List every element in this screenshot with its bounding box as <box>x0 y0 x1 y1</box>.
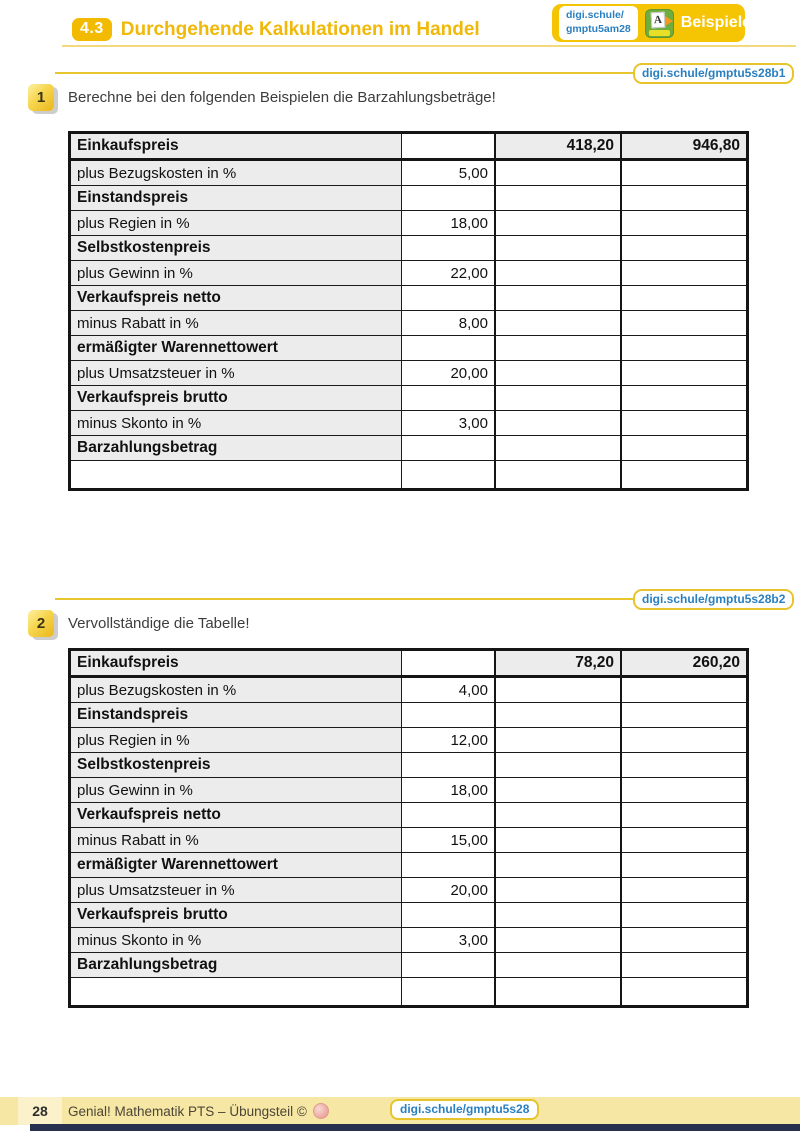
table-cell-v2: 260,20 <box>621 650 748 677</box>
table-cell-v2 <box>621 186 748 211</box>
table-cell-lbl: Verkaufspreis brutto <box>70 903 402 928</box>
table-cell-v1 <box>495 361 621 386</box>
table-cell-v2 <box>621 953 748 978</box>
page-title: Durchgehende Kalkulationen im Handel <box>120 18 480 40</box>
table-cell-pct: 20,00 <box>402 878 496 903</box>
table-row <box>70 311 748 336</box>
aufgaben-app-icon <box>645 9 674 38</box>
table-cell-v2 <box>621 703 748 728</box>
table-cell-pct <box>402 853 496 878</box>
table-cell-v1 <box>495 677 621 703</box>
table-row <box>70 411 748 436</box>
footer-link-badge[interactable]: digi.schule/gmptu5s28 <box>390 1099 539 1120</box>
table-row <box>70 336 748 361</box>
table-cell-lbl <box>70 461 402 490</box>
table-cell-pct <box>402 133 496 160</box>
table-row <box>70 186 748 211</box>
table-cell-lbl: minus Rabatt in % <box>70 311 402 336</box>
table-cell-v2 <box>621 311 748 336</box>
table-cell-v2 <box>621 436 748 461</box>
table-cell-lbl: minus Skonto in % <box>70 928 402 953</box>
table-cell-v2 <box>621 461 748 490</box>
table-cell-lbl: Einkaufspreis <box>70 133 402 160</box>
table-row <box>70 677 748 703</box>
table-cell-v1 <box>495 803 621 828</box>
table-row <box>70 386 748 411</box>
section-number-badge: 4.3 <box>72 18 112 41</box>
table-cell-lbl: minus Skonto in % <box>70 411 402 436</box>
table-row <box>70 903 748 928</box>
header <box>72 18 480 41</box>
table-row <box>70 650 748 677</box>
table-cell-pct: 18,00 <box>402 778 496 803</box>
table-cell-pct <box>402 186 496 211</box>
exercise-2 <box>0 589 800 1009</box>
table-cell-pct <box>402 236 496 261</box>
table-cell-pct <box>402 336 496 361</box>
table-cell-pct: 18,00 <box>402 211 496 236</box>
table-cell-pct <box>402 753 496 778</box>
table-cell-v1 <box>495 186 621 211</box>
table-row <box>70 928 748 953</box>
table-cell-lbl: minus Rabatt in % <box>70 828 402 853</box>
table-row <box>70 160 748 186</box>
table-cell-lbl: Einstandspreis <box>70 186 402 211</box>
table-cell-lbl: plus Umsatzsteuer in % <box>70 361 402 386</box>
table-cell-v1 <box>495 903 621 928</box>
table-cell-v2 <box>621 903 748 928</box>
table-cell-pct: 5,00 <box>402 160 496 186</box>
exercise-1-prompt: Berechne bei den folgenden Beispielen die Barzahlungsbeträge! <box>68 89 496 106</box>
table-cell-v1 <box>495 753 621 778</box>
table-cell-v1 <box>495 311 621 336</box>
table-cell-lbl: plus Umsatzsteuer in % <box>70 878 402 903</box>
table-cell-v1 <box>495 461 621 490</box>
table-cell-lbl: ermäßigter Warennettowert <box>70 853 402 878</box>
app-icon-label-band <box>649 30 670 36</box>
table-cell-v2 <box>621 728 748 753</box>
table-cell-lbl: Einstandspreis <box>70 703 402 728</box>
table-cell-lbl: Einkaufspreis <box>70 650 402 677</box>
table-row <box>70 853 748 878</box>
table-cell-v2: 946,80 <box>621 133 748 160</box>
table-cell-pct: 4,00 <box>402 677 496 703</box>
table-cell-lbl: ermäßigter Warennettowert <box>70 336 402 361</box>
table-cell-pct <box>402 703 496 728</box>
table-row <box>70 728 748 753</box>
publisher-logo-icon <box>313 1103 329 1119</box>
table-cell-pct: 3,00 <box>402 411 496 436</box>
table-row <box>70 261 748 286</box>
table-cell-v1 <box>495 978 621 1007</box>
table-row <box>70 778 748 803</box>
table-cell-v2 <box>621 928 748 953</box>
table-cell-v2 <box>621 677 748 703</box>
table-cell-lbl: plus Regien in % <box>70 728 402 753</box>
table-row <box>70 703 748 728</box>
table-cell-lbl: Verkaufspreis brutto <box>70 386 402 411</box>
table-cell-pct <box>402 461 496 490</box>
table-row <box>70 286 748 311</box>
table-cell-v1: 78,20 <box>495 650 621 677</box>
table-cell-pct <box>402 650 496 677</box>
table-cell-lbl: plus Regien in % <box>70 211 402 236</box>
exercise-2-link-badge[interactable]: digi.schule/gmptu5s28b2 <box>633 589 794 610</box>
beispiele-badge <box>552 4 752 42</box>
footer-credit <box>68 1097 329 1125</box>
table-cell-v1 <box>495 336 621 361</box>
table-cell-v1 <box>495 160 621 186</box>
table-cell-v1 <box>495 411 621 436</box>
table-cell-lbl: Verkaufspreis netto <box>70 286 402 311</box>
table-cell-v1 <box>495 703 621 728</box>
table-cell-pct: 8,00 <box>402 311 496 336</box>
table-cell-v1 <box>495 236 621 261</box>
table-row <box>70 361 748 386</box>
table-cell-v1 <box>495 386 621 411</box>
header-underline <box>62 45 796 47</box>
table-cell-v1 <box>495 928 621 953</box>
table-cell-v2 <box>621 803 748 828</box>
table-cell-lbl: Selbstkostenpreis <box>70 236 402 261</box>
table-cell-v2 <box>621 386 748 411</box>
table-cell-v1 <box>495 878 621 903</box>
table-cell-pct <box>402 903 496 928</box>
table-cell-pct <box>402 286 496 311</box>
table-cell-lbl: plus Gewinn in % <box>70 261 402 286</box>
table-cell-v2 <box>621 878 748 903</box>
table-cell-lbl: plus Bezugskosten in % <box>70 160 402 186</box>
table-cell-pct: 15,00 <box>402 828 496 853</box>
table-cell-v2 <box>621 336 748 361</box>
table-row <box>70 211 748 236</box>
exercise-1 <box>0 63 800 483</box>
table-cell-v2 <box>621 828 748 853</box>
kalkulation-table-2 <box>68 648 749 1008</box>
table-cell-v1 <box>495 436 621 461</box>
table-cell-v1 <box>495 211 621 236</box>
table-row <box>70 828 748 853</box>
bottom-bar <box>30 1124 800 1131</box>
table-cell-lbl: Barzahlungsbetrag <box>70 953 402 978</box>
table-cell-v2 <box>621 853 748 878</box>
table-cell-pct <box>402 953 496 978</box>
exercise-1-number-badge: 1 <box>28 84 54 111</box>
table-row <box>70 753 748 778</box>
table-cell-v1 <box>495 853 621 878</box>
table-cell-v2 <box>621 236 748 261</box>
table-cell-pct <box>402 386 496 411</box>
table-cell-v2 <box>621 211 748 236</box>
digischule-header-link[interactable] <box>559 6 638 39</box>
exercise-1-link-badge[interactable]: digi.schule/gmptu5s28b1 <box>633 63 794 84</box>
table-cell-pct: 3,00 <box>402 928 496 953</box>
table-row <box>70 953 748 978</box>
footer-credit-text: Genial! Mathematik PTS – Übungsteil © <box>68 1103 307 1119</box>
table-cell-pct <box>402 978 496 1007</box>
table-cell-pct <box>402 803 496 828</box>
exercise-2-number-badge: 2 <box>28 610 54 637</box>
table-cell-v2 <box>621 978 748 1007</box>
table-cell-v2 <box>621 286 748 311</box>
table-row <box>70 236 748 261</box>
table-row <box>70 803 748 828</box>
table-cell-lbl: plus Gewinn in % <box>70 778 402 803</box>
table-cell-lbl: Selbstkostenpreis <box>70 753 402 778</box>
table-cell-v2 <box>621 160 748 186</box>
page-number: 28 <box>18 1097 62 1125</box>
table-cell-pct: 22,00 <box>402 261 496 286</box>
table-cell-v1 <box>495 261 621 286</box>
table-cell-v2 <box>621 778 748 803</box>
table-cell-lbl: plus Bezugskosten in % <box>70 677 402 703</box>
table-row <box>70 461 748 490</box>
table-cell-v2 <box>621 411 748 436</box>
table-cell-v2 <box>621 361 748 386</box>
exercise-2-prompt: Vervollständige die Tabelle! <box>68 615 250 632</box>
header-link-line1: digi.schule/ <box>566 9 624 22</box>
beispiele-label: Beispiele <box>680 14 752 31</box>
table-cell-v1 <box>495 778 621 803</box>
table-cell-lbl: Verkaufspreis netto <box>70 803 402 828</box>
table-cell-lbl: Barzahlungsbetrag <box>70 436 402 461</box>
table-cell-v1 <box>495 286 621 311</box>
table-row <box>70 978 748 1007</box>
kalkulation-table-1 <box>68 131 749 491</box>
table-cell-v1 <box>495 828 621 853</box>
app-icon-sheet: A <box>650 11 665 28</box>
header-link-line2: gmptu5am28 <box>566 23 631 35</box>
table-cell-pct: 12,00 <box>402 728 496 753</box>
table-cell-v1 <box>495 953 621 978</box>
table-cell-pct: 20,00 <box>402 361 496 386</box>
table-cell-v1: 418,20 <box>495 133 621 160</box>
app-icon-arrow <box>665 16 673 26</box>
table-row <box>70 436 748 461</box>
table-cell-v2 <box>621 753 748 778</box>
table-row <box>70 133 748 160</box>
table-row <box>70 878 748 903</box>
table-cell-pct <box>402 436 496 461</box>
table-cell-v1 <box>495 728 621 753</box>
table-cell-v2 <box>621 261 748 286</box>
table-cell-lbl <box>70 978 402 1007</box>
